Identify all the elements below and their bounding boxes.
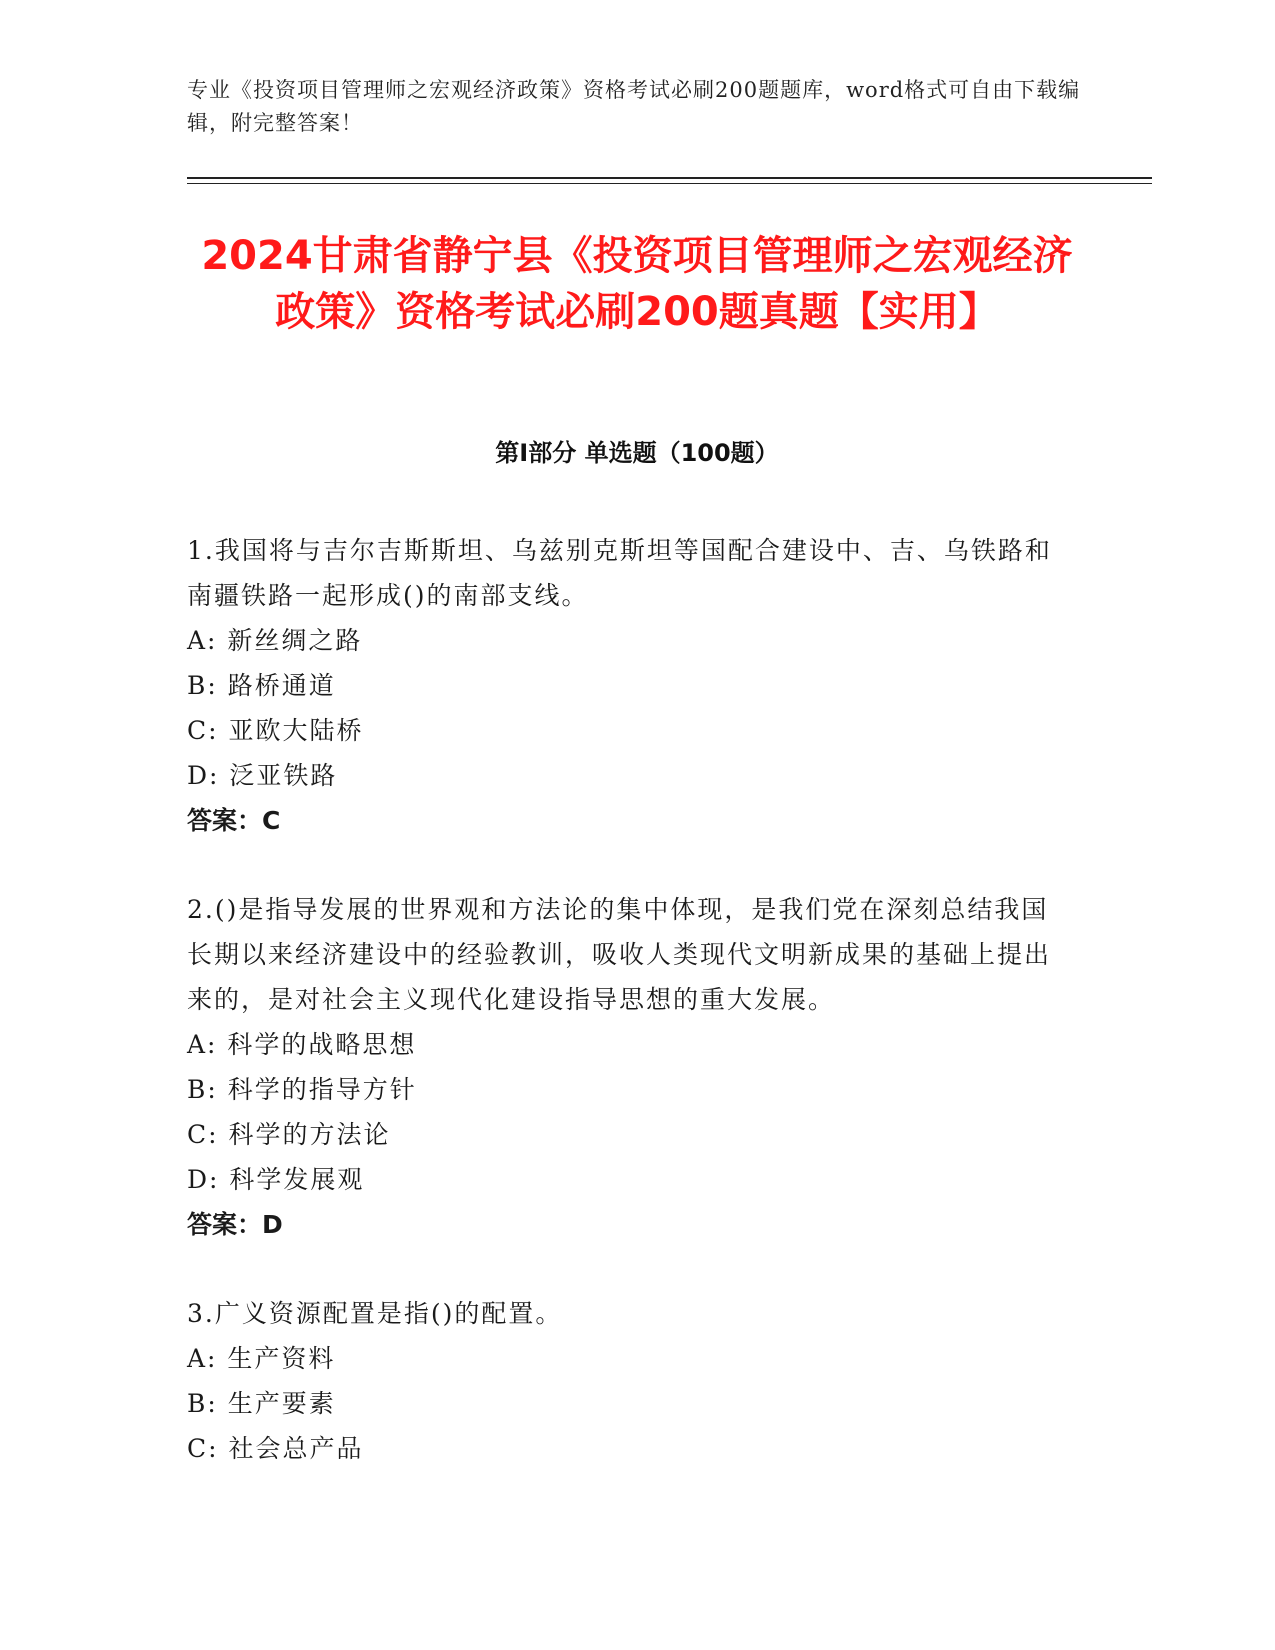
option-a: A: 科学的战略思想 — [187, 1030, 417, 1059]
question-3 — [187, 1291, 1067, 1471]
option-a: A: 新丝绸之路 — [187, 626, 363, 655]
option-a: A: 生产资料 — [187, 1344, 336, 1373]
question-stem: 2.()是指导发展的世界观和方法论的集中体现，是我们党在深刻总结我国长期以来经济建设中的经验教训，吸收人类现代文明新成果的基础上提出来的，是对社会主义现代化建设指导思想的重大发展。 — [187, 895, 1052, 1014]
option-d: D: 泛亚铁路 — [187, 761, 338, 790]
option-b: B: 科学的指导方针 — [187, 1075, 417, 1104]
option-d: D: 科学发展观 — [187, 1165, 365, 1194]
header-note: 专业《投资项目管理师之宏观经济政策》资格考试必刷200题题库，word格式可自由下载编辑，附完整答案！ — [187, 78, 1081, 135]
document-title: 2024甘肃省静宁县《投资项目管理师之宏观经济政策》资格考试必刷200题真题【实用】 — [201, 233, 1073, 335]
question-stem: 1.我国将与吉尔吉斯斯坦、乌兹别克斯坦等国配合建设中、吉、乌铁路和南疆铁路一起形成()的南部支线。 — [187, 536, 1052, 610]
option-c: C: 亚欧大陆桥 — [187, 716, 364, 745]
header-divider-thin — [187, 183, 1152, 184]
question-list — [187, 528, 1067, 1515]
option-b: B: 生产要素 — [187, 1389, 336, 1418]
question-stem: 3.广义资源配置是指()的配置。 — [187, 1299, 563, 1328]
option-c: C: 科学的方法论 — [187, 1120, 391, 1149]
answer: 答案：C — [187, 806, 281, 835]
option-c: C: 社会总产品 — [187, 1434, 364, 1463]
question-1 — [187, 528, 1067, 843]
answer: 答案：D — [187, 1210, 283, 1239]
question-2 — [187, 887, 1067, 1247]
section-title: 第I部分 单选题（100题） — [495, 439, 779, 467]
header-divider-thick — [187, 177, 1152, 179]
option-b: B: 路桥通道 — [187, 671, 336, 700]
